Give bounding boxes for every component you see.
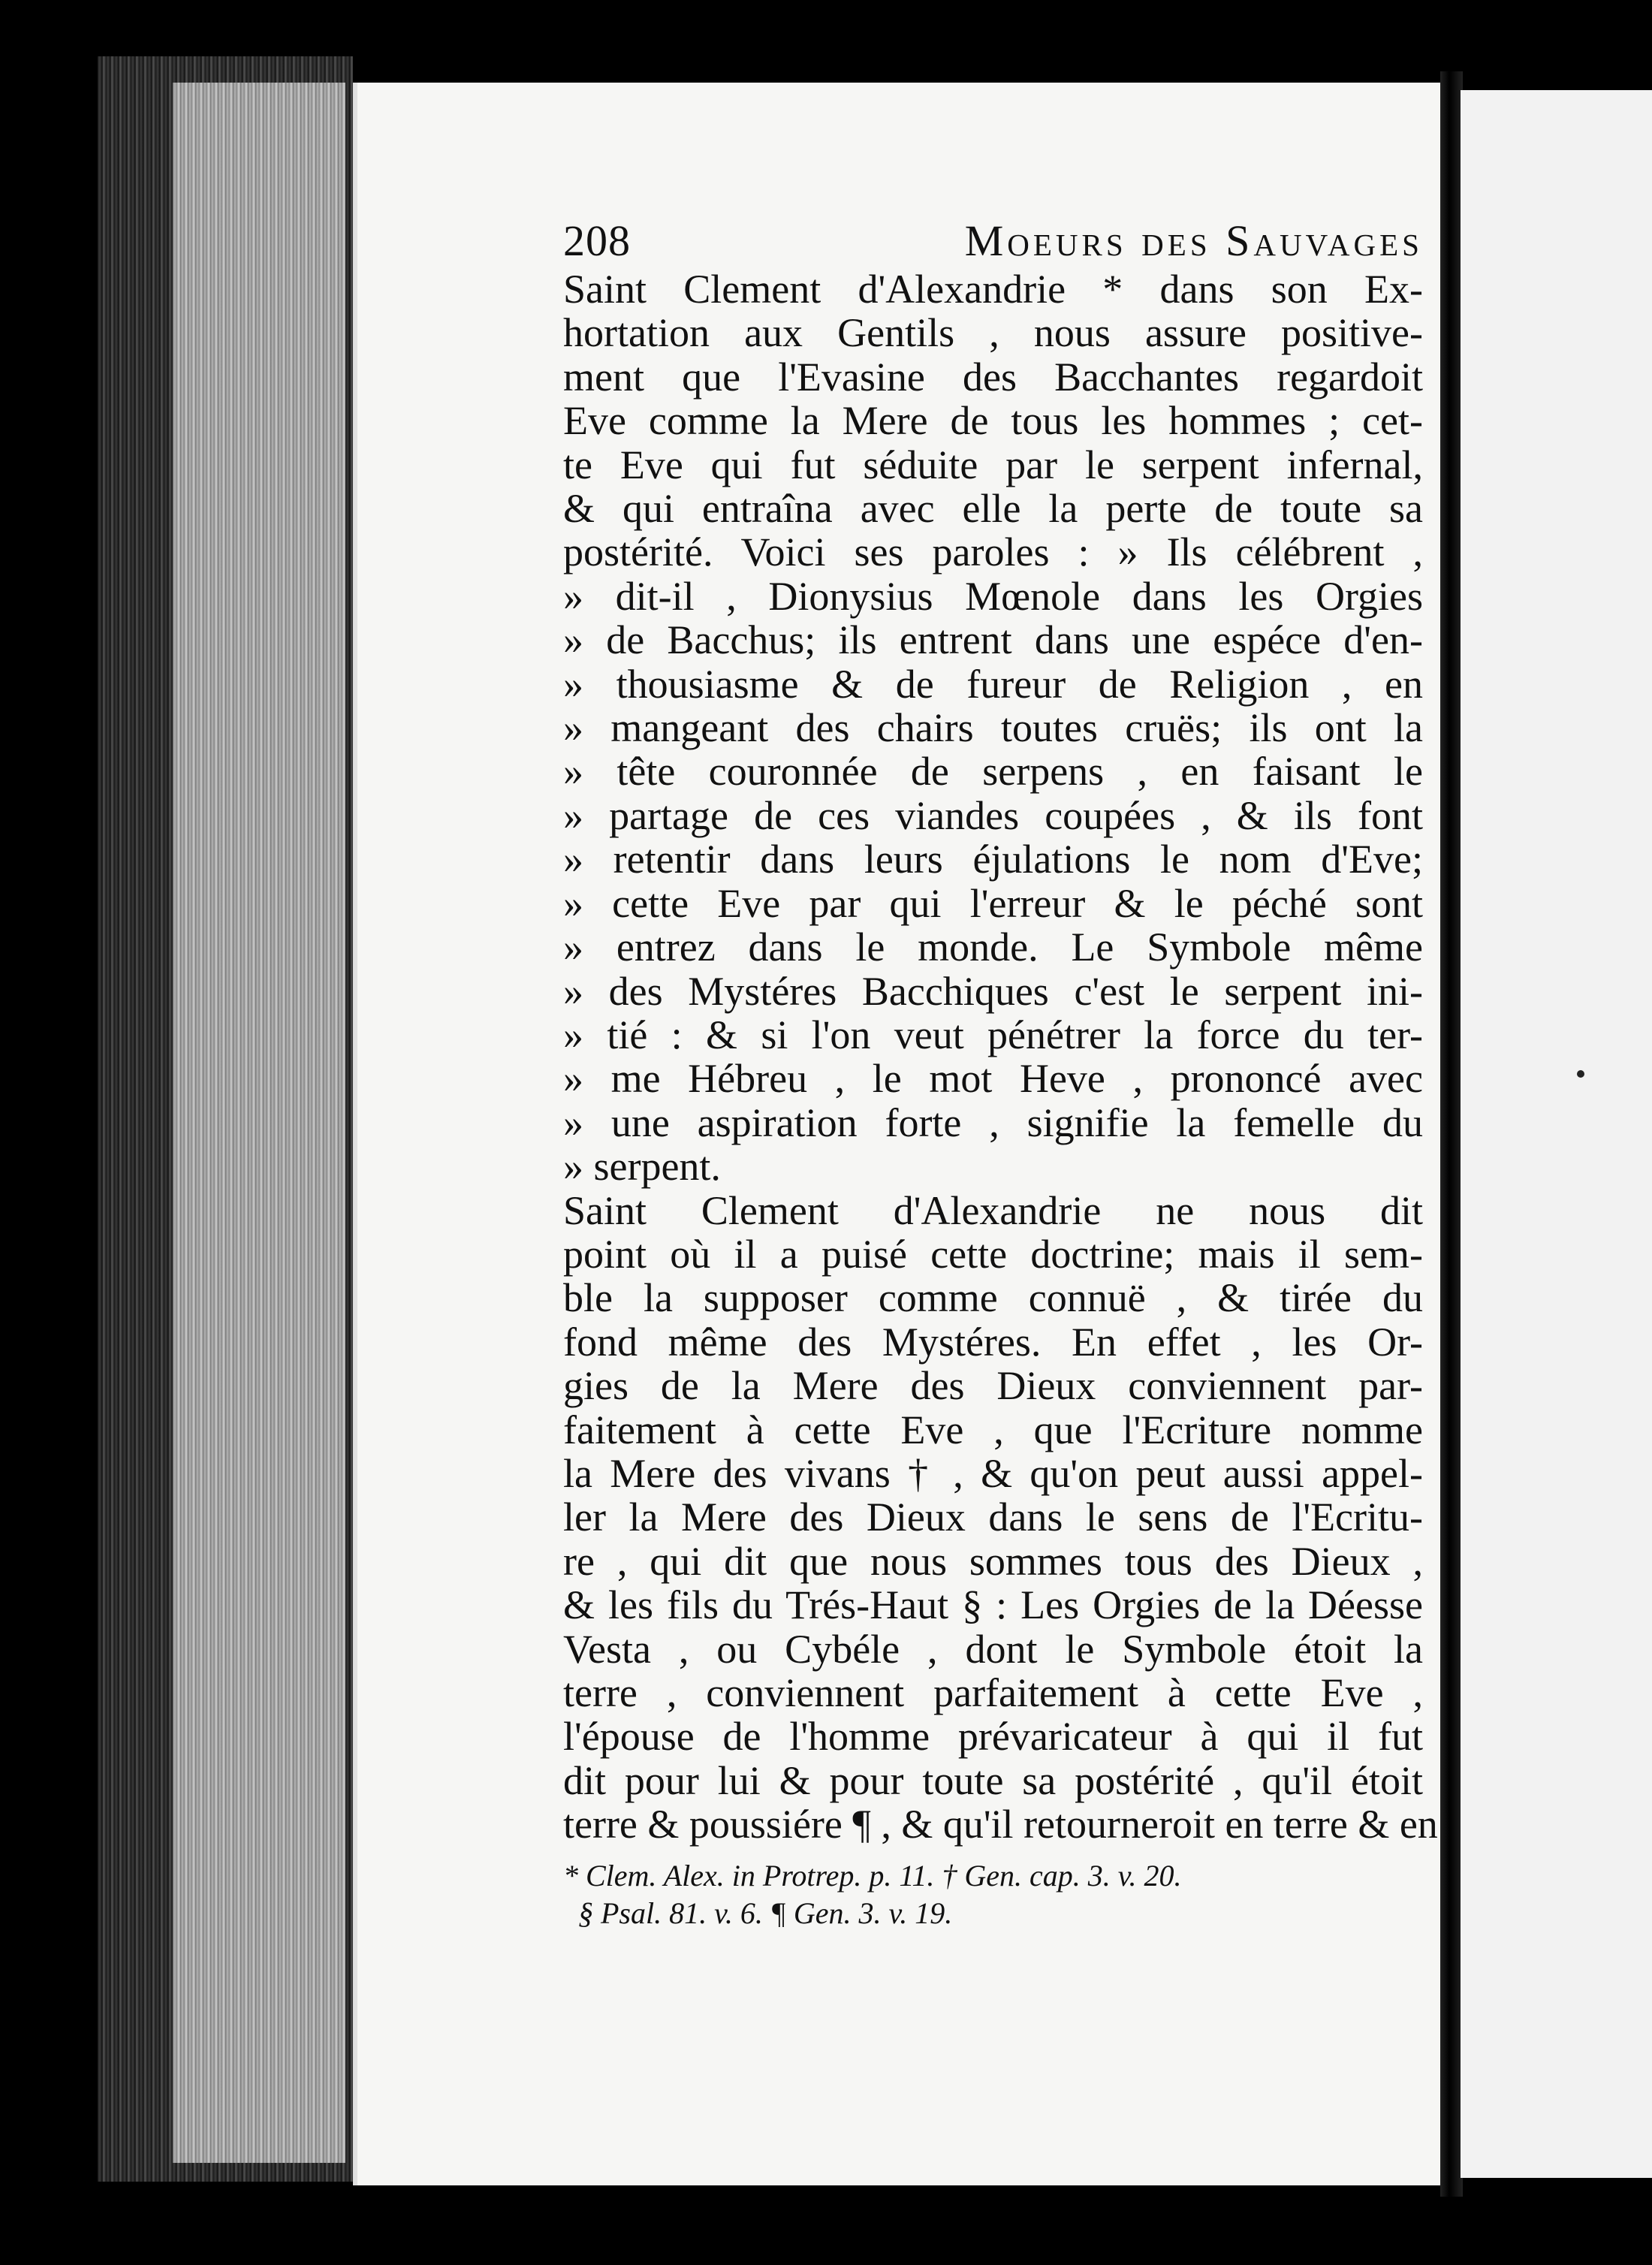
text-line: & les fils du Trés-Haut § : Les Orgies de la Déesse	[563, 1582, 1423, 1628]
text-line: ble la supposer comme connuë , & tirée du	[563, 1275, 1423, 1321]
footnotes	[563, 1857, 1423, 1932]
text-line: » tié : & si l'on veut pénétrer la force du ter-	[563, 1012, 1423, 1057]
text-line: » des Mystéres Bacchiques c'est le serpent ini-	[563, 968, 1423, 1014]
text-line: gies de la Mere des Dieux conviennent par-	[563, 1363, 1423, 1409]
text-line: Vesta , ou Cybéle , dont le Symbole étoit la	[563, 1626, 1423, 1672]
text-line: » retentir dans leurs éjulations le nom d'Eve;	[563, 837, 1423, 882]
text-line: Saint Clement d'Alexandrie * dans son Ex-	[563, 267, 1423, 312]
text-line: » cette Eve par qui l'erreur & le péché sont	[563, 880, 1423, 926]
page-header	[563, 218, 1423, 264]
text-line: » mangeant des chairs toutes cruës; ils ont la	[563, 705, 1423, 751]
text-line: & qui entraîna avec elle la perte de toute sa	[563, 486, 1423, 532]
text-line: l'épouse de l'homme prévaricateur à qui il fut	[563, 1714, 1423, 1760]
text-line: point où il a puisé cette doctrine; mais il sem-	[563, 1231, 1423, 1277]
text-line: » partage de ces viandes coupées , & ils font	[563, 792, 1423, 838]
text-line: dit pour lui & pour toute sa postérité , qu'il étoit	[563, 1757, 1423, 1803]
text-line: » de Bacchus; ils entrent dans une espéce d'en-	[563, 617, 1423, 663]
text-line: terre & poussiére ¶ , & qu'il retourneroit en terre & en	[563, 1802, 1438, 1847]
text-line: Saint Clement d'Alexandrie ne nous dit	[563, 1187, 1423, 1233]
text-line: » me Hébreu , le mot Heve , prononcé avec	[563, 1056, 1423, 1102]
ink-speck	[1577, 1070, 1584, 1078]
running-title: Moeurs des Sauvages	[964, 216, 1423, 265]
text-line: fond même des Mystéres. En effet , les Or-	[563, 1319, 1423, 1365]
text-line: » serpent.	[563, 1144, 721, 1190]
text-line: faitement à cette Eve , que l'Ecriture nomme	[563, 1407, 1423, 1452]
right-page	[1461, 90, 1652, 2178]
text-line: Eve comme la Mere de tous les hommes ; cet-	[563, 398, 1423, 444]
body-text	[563, 267, 1438, 1847]
text-line: la Mere des vivans † , & qu'on peut aussi appel-	[563, 1450, 1423, 1496]
footnote-line: * Clem. Alex. in Protrep. p. 11. † Gen. cap. 3. v. 20.	[563, 1858, 1182, 1893]
text-line: te Eve qui fut séduite par le serpent infernal,	[563, 442, 1423, 487]
text-line: » thousiasme & de fureur de Religion , en	[563, 661, 1423, 707]
page-number: 208	[563, 216, 631, 265]
page-edges	[173, 83, 345, 2163]
text-line: » tête couronnée de serpens , en faisant le	[563, 749, 1423, 795]
text-line: » entrez dans le monde. Le Symbole même	[563, 924, 1423, 970]
text-line: terre , conviennent parfaitement à cette Eve ,	[563, 1670, 1423, 1715]
text-line: ler la Mere des Dieux dans le sens de l'Ecritu-	[563, 1494, 1423, 1540]
text-line: hortation aux Gentils , nous assure positive-	[563, 310, 1423, 356]
footnote-line: § Psal. 81. v. 6. ¶ Gen. 3. v. 19.	[578, 1896, 953, 1930]
text-line: ment que l'Evasine des Bacchantes regardoit	[563, 354, 1423, 400]
gutter	[1440, 71, 1463, 2197]
text-line: » une aspiration forte , signifie la femelle du	[563, 1099, 1423, 1145]
text-line: postérité. Voici ses paroles : » Ils célébrent ,	[563, 529, 1423, 575]
text-line: » dit-il , Dionysius Mœnole dans les Orgies	[563, 573, 1423, 619]
page-text	[563, 216, 1438, 1932]
text-line: re , qui dit que nous sommes tous des Dieux ,	[563, 1538, 1423, 1584]
